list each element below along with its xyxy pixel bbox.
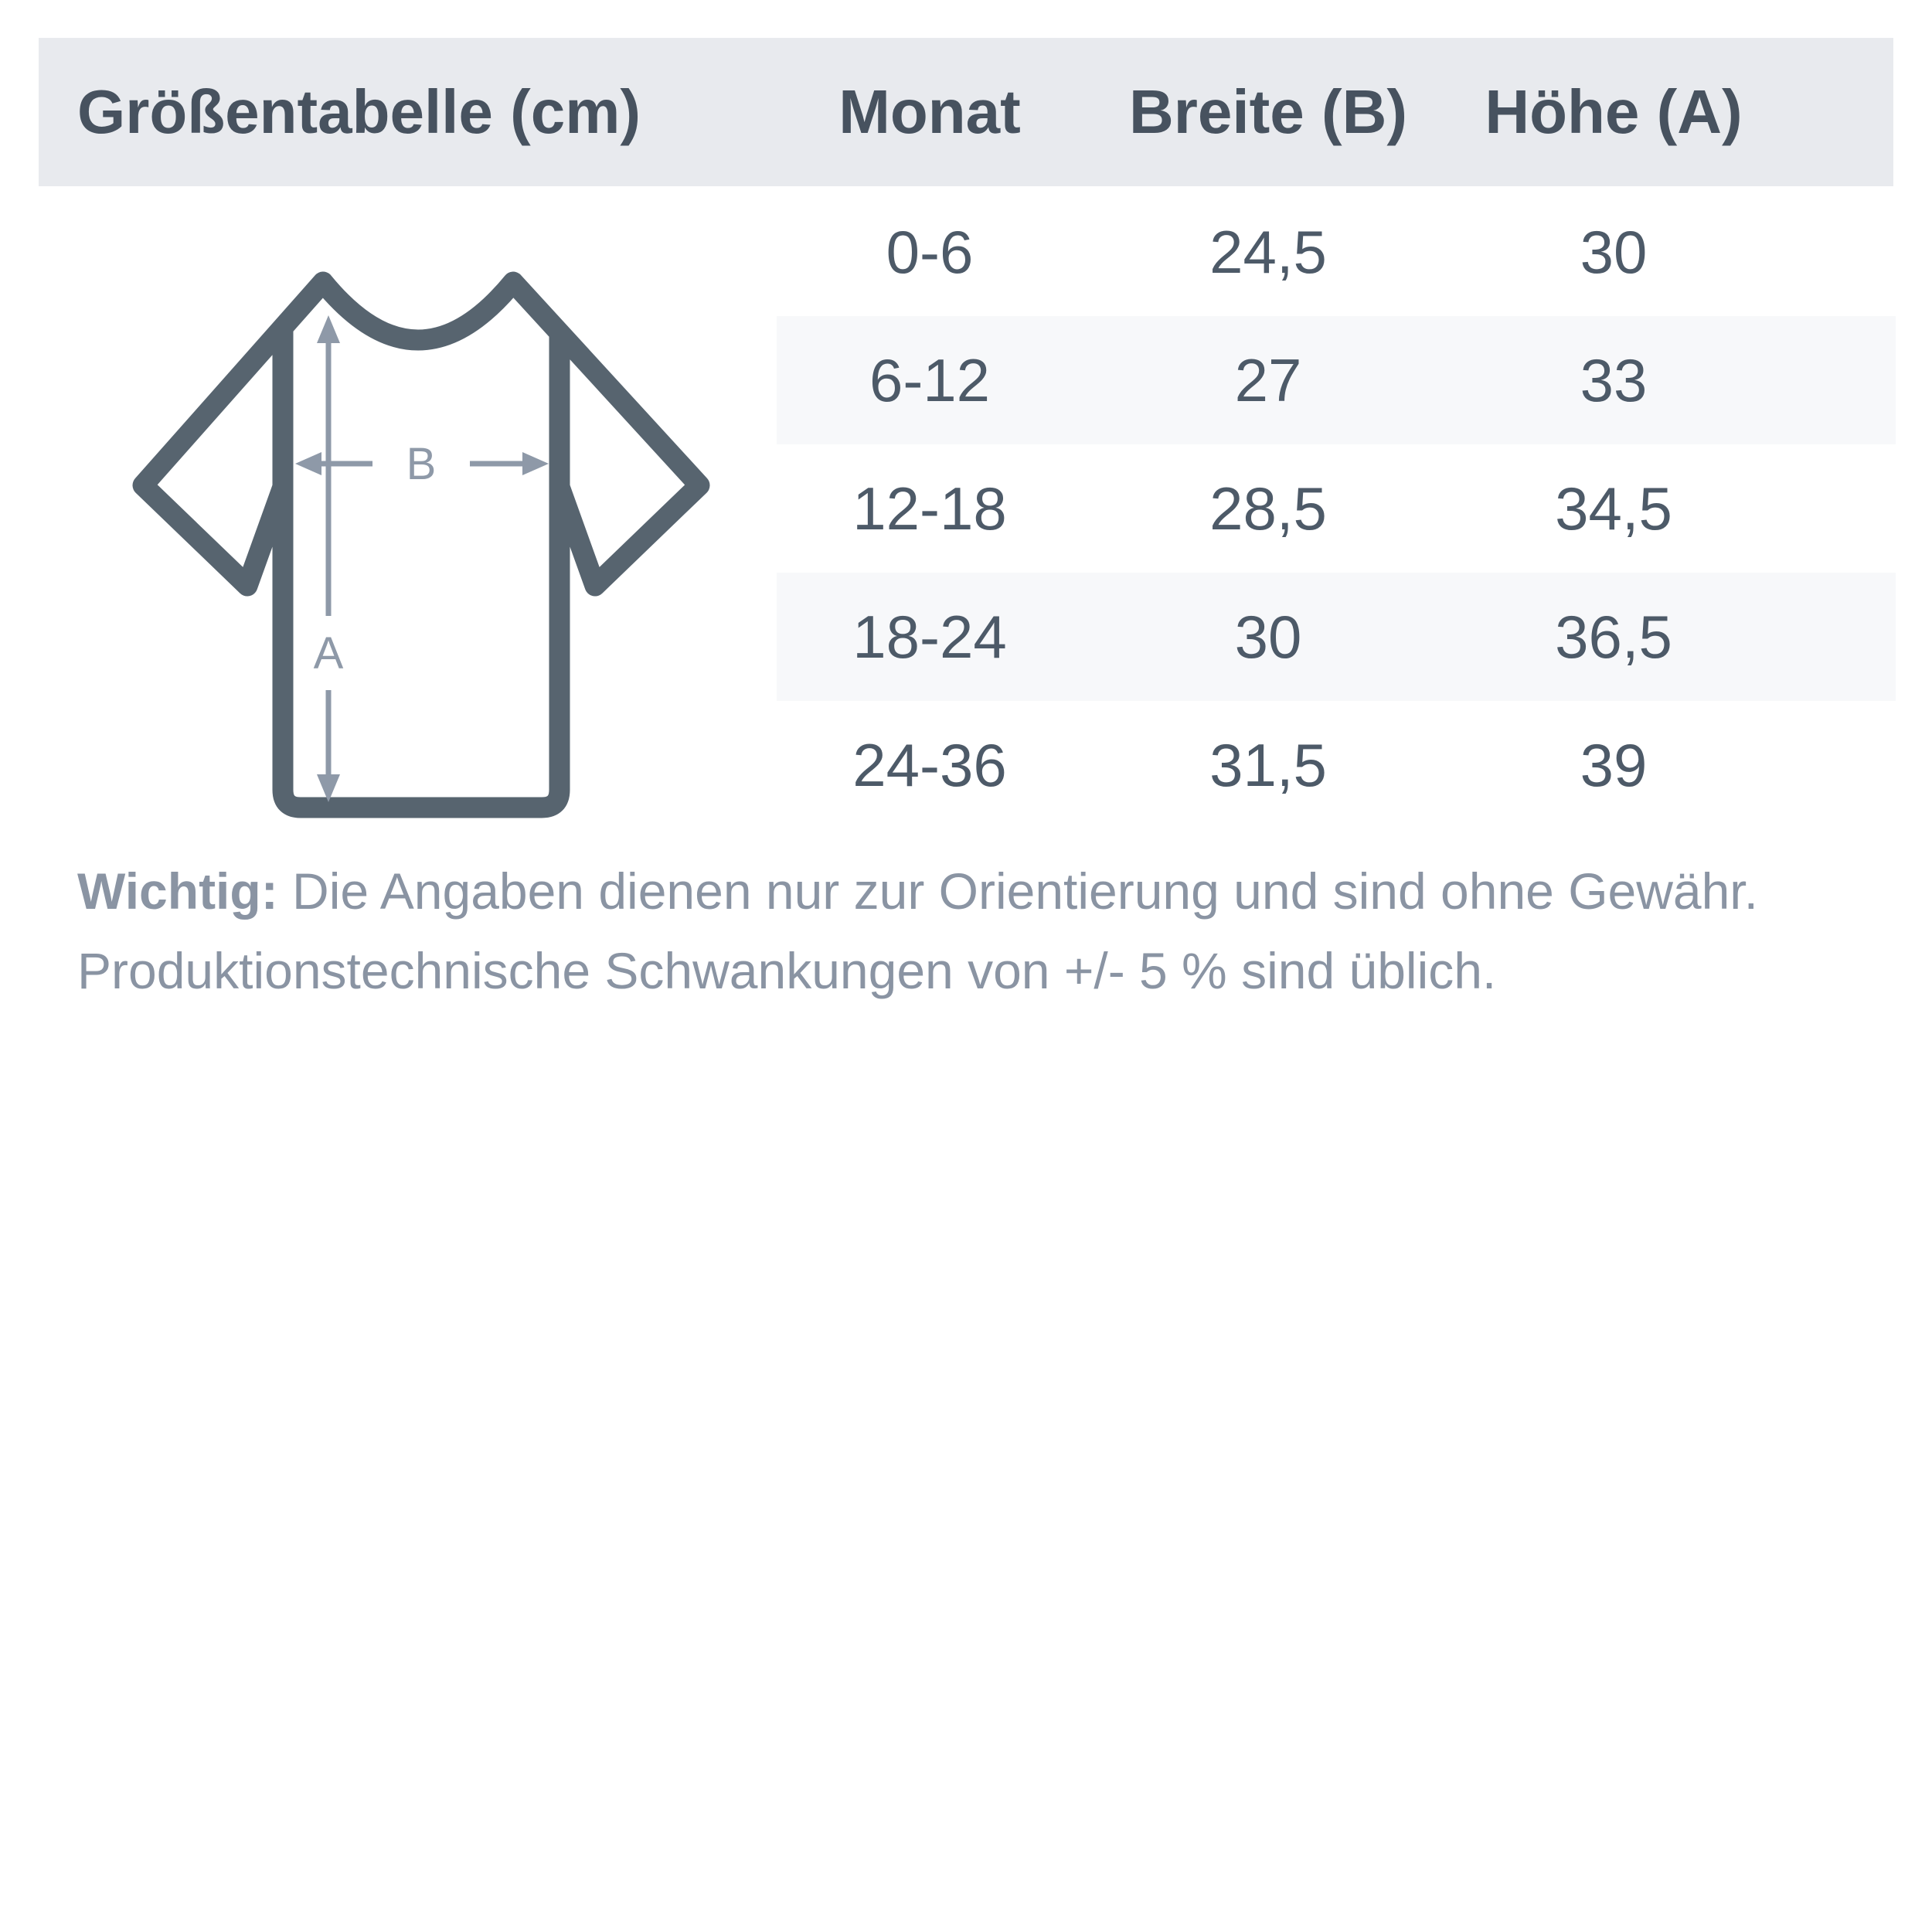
disclaimer-note <box>77 852 1886 1011</box>
cell-monat: 18-24 <box>852 603 1007 671</box>
cell-breite: 30 <box>1234 603 1302 671</box>
column-header-hoehe: Höhe (A) <box>1485 77 1743 146</box>
note-label: Wichtig: <box>77 862 278 920</box>
cell-hoehe: 36,5 <box>1555 603 1672 671</box>
cell-breite: 24,5 <box>1209 218 1327 286</box>
height-label: A <box>313 628 344 679</box>
tshirt-icon <box>131 270 711 823</box>
page-title: Größentabelle (cm) <box>77 77 641 146</box>
table-header <box>39 38 1893 186</box>
width-label: B <box>406 439 437 489</box>
column-header-monat: Monat <box>838 77 1021 146</box>
table-row <box>777 444 1896 573</box>
cell-monat: 6-12 <box>869 346 991 414</box>
cell-monat: 24-36 <box>852 731 1007 799</box>
table-row <box>777 188 1896 316</box>
note-text1: Die Angaben dienen nur zur Orientierung und sind ohne Gewähr. <box>292 862 1758 920</box>
cell-breite: 28,5 <box>1209 474 1327 543</box>
table-row <box>777 701 1896 829</box>
note-text2: Produktionstechnische Schwankungen von +/- 5 % sind üblich. <box>77 942 1497 999</box>
cell-breite: 31,5 <box>1209 731 1327 799</box>
cell-hoehe: 39 <box>1580 731 1648 799</box>
table-row <box>777 316 1896 444</box>
tshirt-diagram <box>131 270 711 823</box>
cell-monat: 0-6 <box>886 218 974 286</box>
note-line2 <box>77 931 1886 1011</box>
cell-hoehe: 30 <box>1580 218 1648 286</box>
cell-monat: 12-18 <box>852 474 1007 543</box>
cell-hoehe: 33 <box>1580 346 1648 414</box>
column-header-breite: Breite (B) <box>1128 77 1408 146</box>
cell-hoehe: 34,5 <box>1555 474 1672 543</box>
size-table <box>777 188 1896 829</box>
cell-breite: 27 <box>1234 346 1302 414</box>
note-line1 <box>77 852 1886 931</box>
table-row <box>777 573 1896 701</box>
